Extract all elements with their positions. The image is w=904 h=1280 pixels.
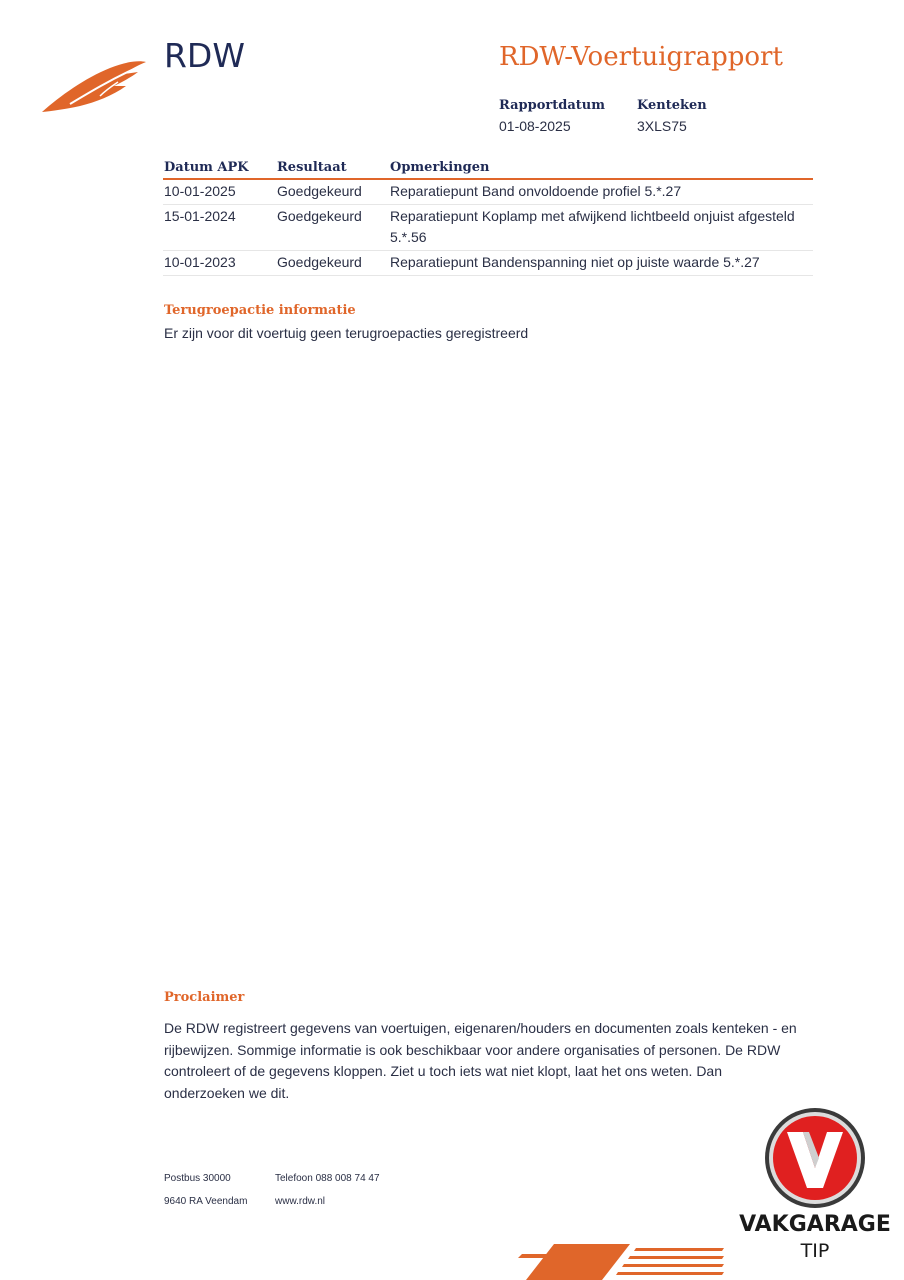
row-result: Goedgekeurd <box>276 179 389 205</box>
plate-value: 3XLS75 <box>637 118 687 134</box>
vakgarage-sub: TIP <box>800 1240 830 1262</box>
footer-phone: Telefoon 088 008 74 47 <box>275 1173 380 1184</box>
report-title: RDW-Voertuigrapport <box>499 42 783 72</box>
row-result: Goedgekeurd <box>276 251 389 276</box>
recall-heading: Terugroepactie informatie <box>164 303 356 318</box>
row-result: Goedgekeurd <box>276 205 389 251</box>
row-date: 10-01-2025 <box>163 179 276 205</box>
table-row <box>163 179 813 205</box>
report-date-label: Rapportdatum <box>499 98 605 113</box>
footer-postcode: 9640 RA Veendam <box>164 1196 248 1207</box>
header-date: Datum APK <box>163 158 276 179</box>
rdw-stripes-icon <box>518 1244 728 1280</box>
table-row <box>163 205 813 251</box>
footer-website[interactable]: www.rdw.nl <box>275 1196 326 1207</box>
proclaimer-heading: Proclaimer <box>164 990 245 1005</box>
row-date: 15-01-2024 <box>163 205 276 251</box>
proclaimer-text: De RDW registreert gegevens van voertuigen, eigenaren/houders en documenten zoals kenteken - en rijbewijzen. Sommige informatie is ook beschikbaar voor andere organisaties of personen. De RDW controleert of de gegevens kloppen. Ziet u toch iets wat niet klopt, laat het ons weten. Dan onderzoeken we dit. <box>164 1020 797 1101</box>
table-row <box>163 251 813 276</box>
header-result: Resultaat <box>276 158 389 179</box>
row-date: 10-01-2023 <box>163 251 276 276</box>
logo-text: RDW <box>164 36 245 75</box>
row-remarks: Reparatiepunt Koplamp met afwijkend lichtbeeld onjuist afgesteld 5.*.56 <box>389 205 813 251</box>
report-date-value: 01-08-2025 <box>499 118 571 134</box>
table-header-row <box>163 158 813 179</box>
footer-postbus: Postbus 30000 <box>164 1173 231 1184</box>
recall-text: Er zijn voor dit voertuig geen terugroepacties geregistreerd <box>164 325 529 341</box>
plate-label: Kenteken <box>637 98 707 113</box>
rdw-logo-icon <box>40 56 150 116</box>
row-remarks: Reparatiepunt Band onvoldoende profiel 5.*.27 <box>389 179 813 205</box>
vakgarage-label: VAKGARAGE <box>739 1212 891 1237</box>
header-remarks: Opmerkingen <box>389 158 813 179</box>
apk-table <box>163 158 813 276</box>
row-remarks: Reparatiepunt Bandenspanning niet op juiste waarde 5.*.27 <box>389 251 813 276</box>
vakgarage-logo-icon <box>763 1106 867 1210</box>
